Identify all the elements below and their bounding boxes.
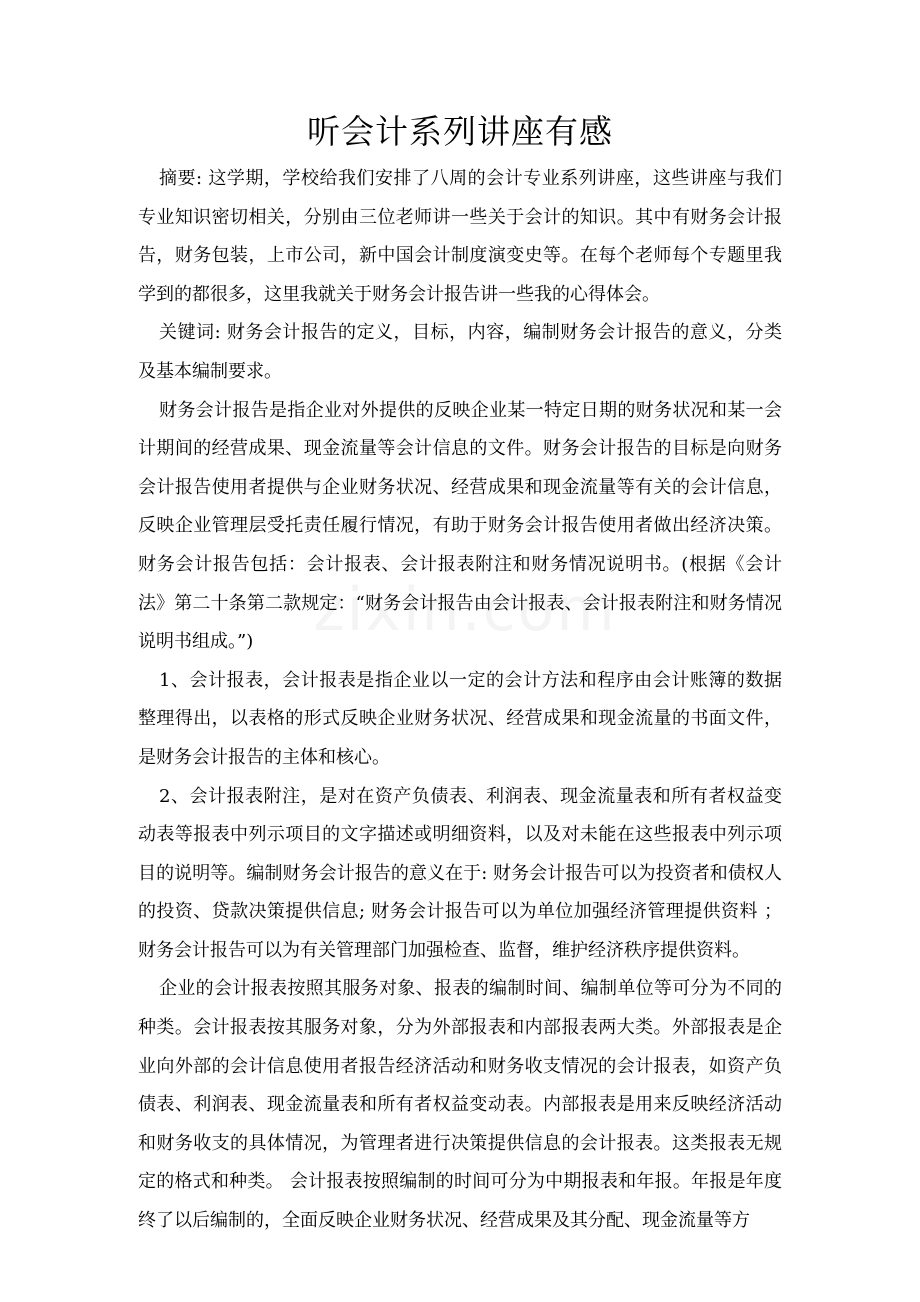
item-2-paragraph: 2、会计报表附注，是对在资产负债表、利润表、现金流量表和所有者权益变动表等报表中列示项目的文字描述或明细资料，以及对未能在这些报表中列示项目的说明等。编制财务会计报告的意义在于: 财务会计报告可以为投资者和债权人的投资、贷款决策提供信息; 财务会计报告可以为单位加强经济管理提供资料 ；财务会计报告可以为有关管理部门加强检查、监督，维护经济秩序提供资料。 [138, 785, 782, 961]
document-title: 听会计系列讲座有感 [307, 112, 613, 151]
abstract-paragraph: 摘要: 这学期，学校给我们安排了八周的会计专业系列讲座，这些讲座与我们专业知识密切相关，分别由三位老师讲一些关于会计的知识。其中有财务会计报告，财务包装，上市公司，新中国会计制度演变史等。在每个老师每个专题里我学到的都很多，这里我就关于财务会计报告讲一些我的心得体会。 [138, 168, 782, 305]
document-body [138, 160, 782, 1241]
definition-paragraph: 财务会计报告是指企业对外提供的反映企业某一特定日期的财务状况和某一会计期间的经营成果、现金流量等会计信息的文件。财务会计报告的目标是向财务会计报告使用者提供与企业财务状况、经营成果和现金流量等有关的会计信息，反映企业管理层受托责任履行情况，有助于财务会计报告使用者做出经济决策。财务会计报告包括：会计报表、会计报表附注和财务情况说明书。(根据《会计法》第二十条第二款规定：“财务会计报告由会计报表、会计报表附注和财务情况说明书组成。”) [138, 399, 782, 653]
keywords-paragraph: 关键词: 财务会计报告的定义，目标，内容，编制财务会计报告的意义，分类及基本编制要求。 [138, 322, 782, 382]
classification-paragraph: 企业的会计报表按照其服务对象、报表的编制时间、编制单位等可分为不同的种类。会计报表按其服务对象，分为外部报表和内部报表两大类。外部报表是企业向外部的会计信息使用者报告经济活动和财务收支情况的会计报表，如资产负债表、利润表、现金流量表和所有者权益变动表。内部报表是用来反映经济活动和财务收支的具体情况，为管理者进行决策提供信息的会计报表。这类报表无规定的格式和种类。 会计报表按照编制的时间可分为中期报表和年报。年报是年度终了以后编制的，全面反映企业财务状况、经营成果及其分配、现金流量等方 [138, 978, 782, 1232]
item-1-paragraph: 1、会计报表，会计报表是指企业以一定的会计方法和程序由会计账簿的数据整理得出，以表格的形式反映企业财务状况、经营成果和现金流量的书面文件，是财务会计报告的主体和核心。 [138, 669, 782, 768]
